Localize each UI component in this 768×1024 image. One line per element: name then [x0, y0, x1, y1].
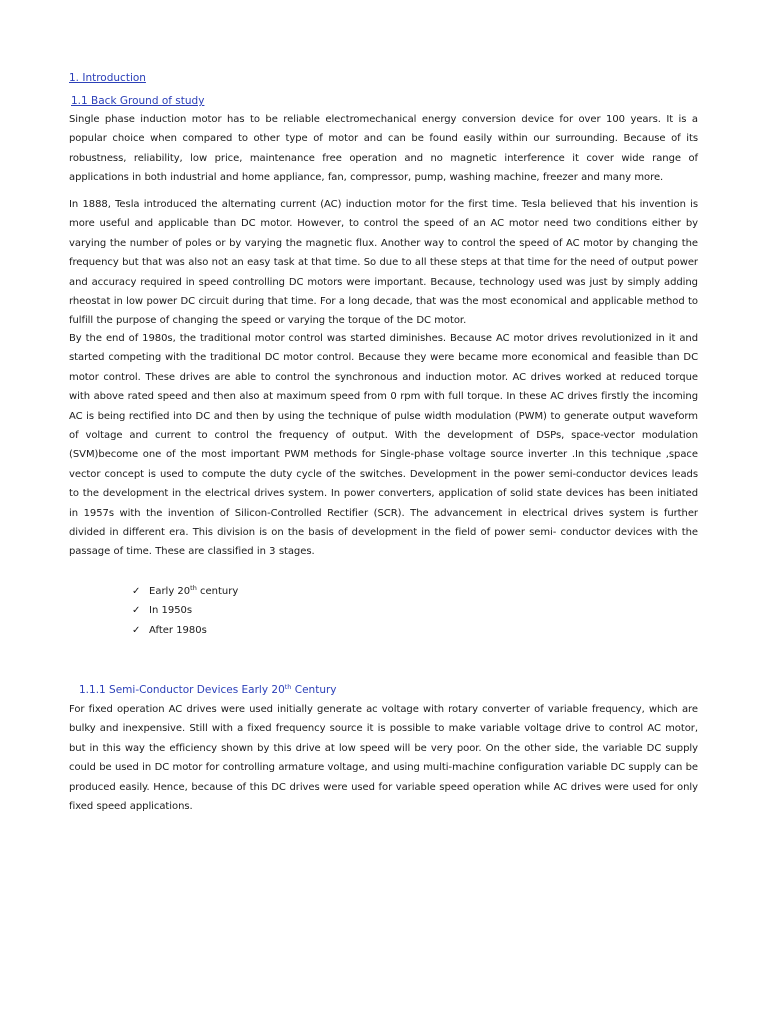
section-heading-introduction-text: 1. Introduction	[69, 72, 146, 84]
list-item	[132, 621, 238, 640]
list-item-text: Early 20th century	[149, 584, 239, 597]
checkmark-icon: ✓	[132, 624, 141, 636]
paragraph-4-text: For fixed operation AC drives were used initially generate ac voltage with rotary converter of variable frequency, which are bulky and inexpensive. Still with a fixed frequency source it is possible to make variable voltage drive to control AC motor, but in this way the efficiency shown by this drive at low speed will be very poor. On the other side, the variable DC supply could be used in DC motor for controlling armature voltage, and using multi-machine configuration variable DC supply can be produced easily. Hence, because of this DC drives were used for variable speed operation while AC drives were used for only fixed speed applications.	[69, 704, 698, 813]
subsection-heading-background-text: 1.1 Back Ground of study	[71, 95, 205, 107]
subsection-heading-background	[71, 94, 204, 108]
paragraph-3	[69, 329, 698, 562]
paragraph-2	[69, 195, 698, 331]
era-list	[132, 582, 238, 640]
list-item	[132, 601, 238, 620]
section-heading-introduction	[69, 71, 146, 85]
paragraph-1	[69, 110, 698, 188]
checkmark-icon: ✓	[132, 605, 141, 617]
paragraph-2-text: In 1888, Tesla introduced the alternating current (AC) induction motor for the first time. Tesla believed that his invention is more useful and applicable than DC motor. However, to control the speed of an AC motor need two conditions either by varying the number of poles or by varying the magnetic flux. Another way to control the speed of AC motor by changing the frequency but that was also not an easy task at that time. So due to all these steps at that time for the need of output power and accuracy required in speed controlling DC motors were important. Because, technology used was just by simply adding rheostat in low power DC circuit during that time. For a long decade, that was the most economical and applicable method to fulfill the purpose of changing the speed or varying the torque of the DC motor.	[69, 199, 698, 327]
list-item	[132, 582, 238, 601]
checkmark-icon: ✓	[132, 586, 141, 597]
paragraph-3-text: By the end of 1980s, the traditional motor control was started diminishes. Because AC motor drives revolutionized in it and started competing with the traditional DC motor control. Because they were became more economical and feasible than DC motor control. These drives are able to control the synchronous and induction motor. AC drives worked at reduced torque with above rated speed and then also at maximum speed from 0 rpm with full torque. In these AC drives firstly the incoming AC is being rectified into DC and then by using the technique of pulse width modulation (PWM) to generate output waveform of voltage and current to control the frequency of output. With the development of DSPs, space-vector modulation (SVM)become one of the most important PWM methods for Single-phase voltage source inverter .In this technique ,space vector concept is used to compute the duty cycle of the switches. Development in the power semi-conductor devices leads to the development in the electrical drives system. In power converters, application of solid state devices has been initiated in 1957s with the invention of Silicon-Controlled Rectifier (SCR). The advancement in electrical drives system is further divided in different era. This division is on the basis of development in the field of power semi- conductor devices with the passage of time. These are classified in 3 stages.	[69, 333, 698, 558]
subsection-heading-semiconductor	[79, 683, 337, 697]
paragraph-1-text: Single phase induction motor has to be reliable electromechanical energy conversion device for over 100 years. It is a popular choice when compared to other type of motor and can be found easily within our surrounding. Because of its robustness, reliability, low price, maintenance free operation and no magnetic interference it cover wide range of applications in both industrial and home appliance, fan, compressor, pump, washing machine, freezer and many more.	[69, 114, 698, 184]
subsection-heading-semiconductor-text: 1.1.1 Semi-Conductor Devices Early 20th Century	[79, 683, 337, 696]
list-item-text: In 1950s	[149, 605, 193, 617]
paragraph-4	[69, 700, 698, 816]
list-item-text: After 1980s	[149, 624, 207, 636]
